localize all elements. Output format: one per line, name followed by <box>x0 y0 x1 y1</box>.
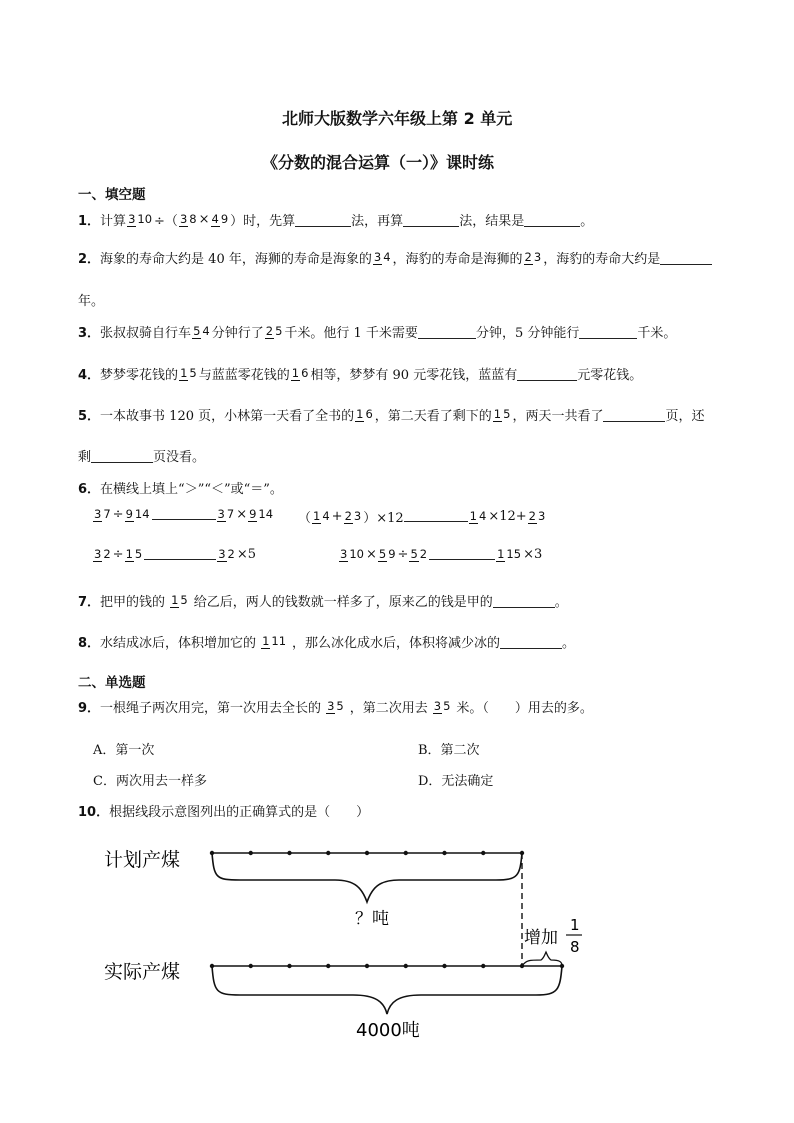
fraction: 3 5 <box>433 699 451 713</box>
text: 给乙后，两人的钱数就一样多了，原来乙的钱是甲的 <box>193 595 493 610</box>
text: ，海豹的寿命大约是 <box>543 252 661 267</box>
text: ，两天一共看了 <box>512 409 604 424</box>
fraction: 1 5 <box>180 366 197 380</box>
fraction: 1 6 <box>356 407 373 421</box>
text: 法，结果是 <box>459 214 525 229</box>
fraction: 5 4 <box>193 324 210 338</box>
option-d[interactable]: D．无法确定 <box>418 774 494 789</box>
answer-blank[interactable] <box>524 212 580 227</box>
text: ，第二天看了剩下的 <box>374 409 492 424</box>
text: ÷（ <box>154 214 178 229</box>
question-number: 4． <box>78 368 101 383</box>
text: 。 <box>580 214 594 229</box>
fraction: 9 14 <box>125 507 150 521</box>
answer-blank[interactable] <box>418 324 476 339</box>
operator: ×12+ <box>488 509 527 524</box>
operator: × <box>365 547 377 562</box>
text: × <box>198 212 210 227</box>
text: 法，再算 <box>351 214 404 229</box>
fraction: 2 3 <box>528 509 546 523</box>
text: 梦梦零花钱的 <box>100 368 179 383</box>
question-4 <box>78 364 642 383</box>
text: 千米。 <box>637 326 677 341</box>
increase-label: 增加 <box>524 928 558 948</box>
question-number: 9． <box>78 701 101 716</box>
fraction: 2 3 <box>344 509 362 523</box>
fraction: 2 5 <box>265 324 283 338</box>
text: 分钟行了 <box>211 326 264 341</box>
operator: ÷ <box>397 547 409 562</box>
question-7 <box>78 591 568 610</box>
question-1 <box>78 210 593 229</box>
option-c[interactable]: C．两次用去一样多 <box>93 774 207 789</box>
question-5-cont <box>78 446 205 465</box>
question-9 <box>78 697 593 716</box>
operator: + <box>331 509 343 524</box>
fraction: 3 10 <box>128 212 153 226</box>
total-amount: 4000吨 <box>356 1020 420 1041</box>
answer-blank[interactable] <box>603 407 665 422</box>
fraction: 3 2 <box>94 547 111 561</box>
fraction: 1 5 <box>493 407 511 421</box>
fraction: 5 2 <box>410 547 428 561</box>
operator: × <box>236 507 248 522</box>
fraction: 4 9 <box>211 212 229 226</box>
section-single-choice: 二、单选题 <box>78 675 146 691</box>
fraction: 5 9 <box>378 547 396 561</box>
fraction: 1 5 <box>171 593 188 607</box>
text: 把甲的钱的 <box>100 595 166 610</box>
compare-row1-right <box>298 507 547 526</box>
section-fill-blank: 一、填空题 <box>78 187 146 203</box>
fraction: 1 15 <box>497 547 522 561</box>
increase-den: 8 <box>570 938 580 956</box>
segment-diagram <box>0 830 794 1060</box>
fraction: 9 14 <box>249 507 274 521</box>
text: 年。 <box>78 294 105 309</box>
answer-blank[interactable] <box>493 593 555 608</box>
question-number: 5． <box>78 409 101 424</box>
answer-blank[interactable] <box>500 634 562 649</box>
fraction: 1 11 <box>262 634 287 648</box>
question-2 <box>78 248 712 267</box>
fraction: 1 4 <box>469 509 487 523</box>
label-actual: 实际产煤 <box>104 961 181 983</box>
text: 在横线上填上“＞”“＜”或“＝”。 <box>100 482 283 497</box>
text: （ <box>298 511 312 526</box>
question-2-cont <box>78 290 104 309</box>
answer-blank[interactable] <box>295 212 351 227</box>
answer-blank[interactable] <box>91 448 153 463</box>
answer-blank[interactable] <box>152 509 216 520</box>
fraction: 1 6 <box>291 366 309 380</box>
fraction: 3 10 <box>340 547 364 561</box>
fraction: 3 5 <box>327 699 344 713</box>
fraction: 1 4 <box>313 509 330 523</box>
text: 水结成冰后，体积增加它的 <box>100 636 257 651</box>
fraction: 2 3 <box>524 250 542 264</box>
text: ，那么冰化成水后，体积将减少冰的 <box>292 636 501 651</box>
question-6 <box>78 478 283 497</box>
text: ）时，先算 <box>230 214 296 229</box>
operator: ×5 <box>236 547 257 562</box>
text: 千米。他行 1 千米需要 <box>284 326 418 341</box>
text: 页没看。 <box>153 450 206 465</box>
operator: ÷ <box>112 547 124 562</box>
text: 计算 <box>100 214 127 229</box>
text: 分钟，5 分钟能行 <box>475 326 580 341</box>
question-number: 10． <box>78 805 110 820</box>
text: ，海豹的寿命是海狮的 <box>392 252 523 267</box>
text: 张叔叔骑自行车 <box>100 326 192 341</box>
text: ）×12 <box>363 511 404 526</box>
compare-row2-left <box>92 547 256 562</box>
question-number: 8． <box>78 636 101 651</box>
title-line1: 北师大版数学六年级上第 2 单元 <box>282 109 513 128</box>
question-10 <box>78 801 369 820</box>
text: 一本故事书 120 页，小林第一天看了全书的 <box>100 409 355 424</box>
fraction: 1 5 <box>125 547 143 561</box>
answer-blank[interactable] <box>660 250 712 265</box>
option-a[interactable]: A．第一次 <box>93 743 155 758</box>
answer-blank[interactable] <box>404 511 468 522</box>
text: 元零花钱。 <box>577 368 643 383</box>
text: 相等，梦梦有 90 元零花钱，蓝蓝有 <box>310 368 518 383</box>
question-8 <box>78 632 575 651</box>
fraction: 3 2 <box>218 547 235 561</box>
answer-blank[interactable] <box>403 212 459 227</box>
text: 一根绳子两次用完，第一次用去全长的 <box>100 701 322 716</box>
increase-num: 1 <box>570 916 580 934</box>
answer-blank[interactable] <box>517 366 577 381</box>
actual-brace <box>212 966 562 1014</box>
answer-blank[interactable] <box>429 549 495 560</box>
question-amount: ？吨 <box>355 909 389 929</box>
fraction: 3 8 <box>179 212 197 226</box>
text: 。 <box>554 595 568 610</box>
increase-brace <box>522 952 562 966</box>
compare-row2-right <box>338 547 542 562</box>
question-3 <box>78 322 676 341</box>
text: 页，还 <box>665 409 705 424</box>
text: ，第二次用去 <box>349 701 428 716</box>
text: 米。（ ）用去的多。 <box>456 701 593 716</box>
question-number: 7． <box>78 595 101 610</box>
answer-blank[interactable] <box>579 324 637 339</box>
text: 根据线段示意图列出的正确算式的是（ ） <box>109 805 370 820</box>
question-number: 6． <box>78 482 101 497</box>
fraction: 3 4 <box>373 250 391 264</box>
question-number: 1． <box>78 214 101 229</box>
text: 。 <box>562 636 576 651</box>
compare-row1-left <box>92 507 275 522</box>
question-5 <box>78 405 704 424</box>
option-b[interactable]: B．第二次 <box>418 743 480 758</box>
title-line2: 《分数的混合运算（一）》课时练 <box>262 153 495 172</box>
question-number: 2． <box>78 252 101 267</box>
operator: ÷ <box>112 507 124 522</box>
question-number: 3． <box>78 326 101 341</box>
fraction: 3 7 <box>94 507 111 521</box>
label-plan: 计划产煤 <box>104 849 181 871</box>
operator: ×3 <box>523 547 543 562</box>
text: 海象的寿命大约是 40 年，海狮的寿命是海象的 <box>100 252 372 267</box>
fraction: 3 7 <box>217 507 235 521</box>
answer-blank[interactable] <box>144 549 216 560</box>
plan-brace <box>212 853 522 902</box>
text: 与蓝蓝零花钱的 <box>198 368 290 383</box>
text: 剩 <box>78 450 92 465</box>
